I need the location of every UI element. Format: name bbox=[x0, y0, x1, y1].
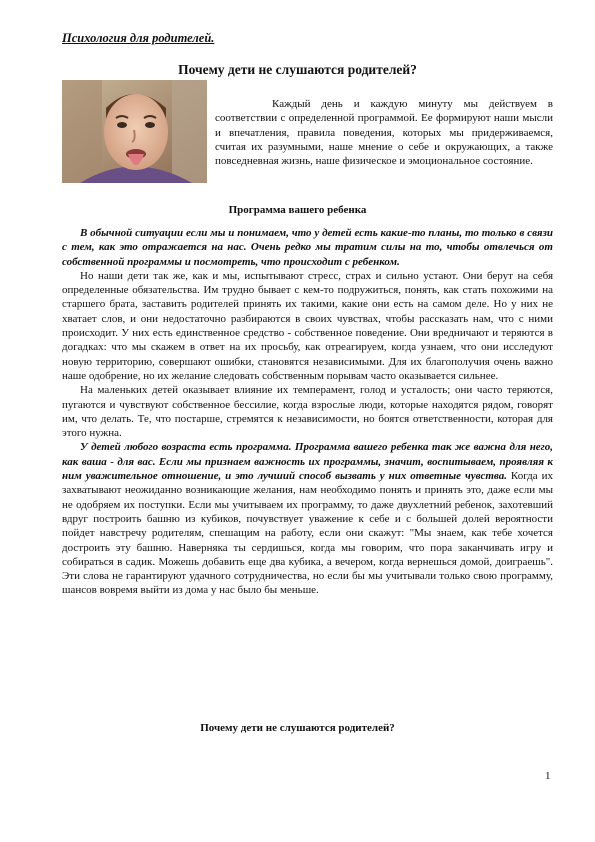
paragraph-4-emphasis: У детей любого возраста есть программа. Программа вашего ребенка так же важна для него, как ваша - для вас. Если мы признаем важность их программы, значит, воспитываем, проявляя к ним уважительное отношение, и это лучший способ вызвать у них ответные чувства. bbox=[62, 441, 553, 483]
paragraph-emphasis-1: В обычной ситуации если мы и понимаем, что у детей есть какие-то планы, то только в связи с тем, как это отражается на нас. Очень редко мы тратим силы на то, чтобы отвлечься от собственной программы и посмотреть, что происходит с ребенком. bbox=[62, 227, 553, 268]
paragraph-2: Но наши дети так же, как и мы, испытывают стресс, страх и сильно устают. Они берут на себя определенные обязательства. Им трудно бывает с кем-то подружиться, понять, как стать похожими на старшего брата, заставить родителей принять их такими, какие они есть на самом деле. Но у них не хватает слов, и они недостаточно разбираются в своих чувствах, чтобы рассказать нам, что с ними происходит. У них есть единственное средство - собственное поведение. Они вредничают и теряются в догадках: что мы скажем в ответ на их просьбу, как отреагируем, когда узнаем, что они исследуют новую территорию, совершают ошибки, становятся независимыми. Для их благополучия очень важно наше одобрение, но их желание следовать собственным порывам часто оказывается сильнее. bbox=[62, 269, 553, 382]
intro-paragraph: Каждый день и каждую минуту мы действуем в соответствии с определенной программой. Ее формируют наши мысли и впечатления, правила поведения, которых мы придерживаемся, считая их разумными, наше мнение о себе и окружающих, а также повседневная жизнь, наше физическое и эмоциональное состояние. bbox=[215, 98, 553, 168]
page-number: 1 bbox=[545, 770, 551, 782]
article-title: Почему дети не слушаются родителей? bbox=[178, 62, 417, 77]
paragraph-3: На маленьких детей оказывает влияние их темперамент, голод и усталость; они часто теряются, пугаются и чувствуют собственное бессилие, когда взрослые люди, которые находятся рядом, говорят им, что делать. Те, что постарше, стремятся к независимости, но боятся ответственности, которая для этого нужна. bbox=[62, 384, 553, 440]
paragraph-4-text: Когда их захватывают неожиданно возникающие желания, нам необходимо понять и принять это, даже если мы не одобряем их поступки. Если мы учитываем их программу, то даже двухлетний ребенок, захотевший вдруг построить башню из кубиков, почувствует уважение к себе и с большей долей вероятности пойдет навстречу родителям, спешащим на работу, если они скажут: "Мы знаем, как тебе хочется достроить эту башню. Наверняка ты сердишься, когда мы говорим, что пора заканчивать игру и собираться в садик. Можешь добавить еще два кубика, а вечером, когда вернешься домой, доиграешь". Эти слова не гарантируют удачного сотрудничества, но если бы мы учитывали только свою программу, шансов вовремя выйти из дома у нас было бы меньше. bbox=[62, 470, 553, 597]
paragraph-4 bbox=[62, 440, 553, 597]
section-header: Психология для родителей. bbox=[62, 31, 215, 45]
subheading-why: Почему дети не слушаются родителей? bbox=[200, 722, 395, 734]
child-photo bbox=[62, 80, 207, 183]
article-body bbox=[62, 226, 553, 598]
subheading-program: Программа вашего ребенка bbox=[228, 204, 367, 216]
